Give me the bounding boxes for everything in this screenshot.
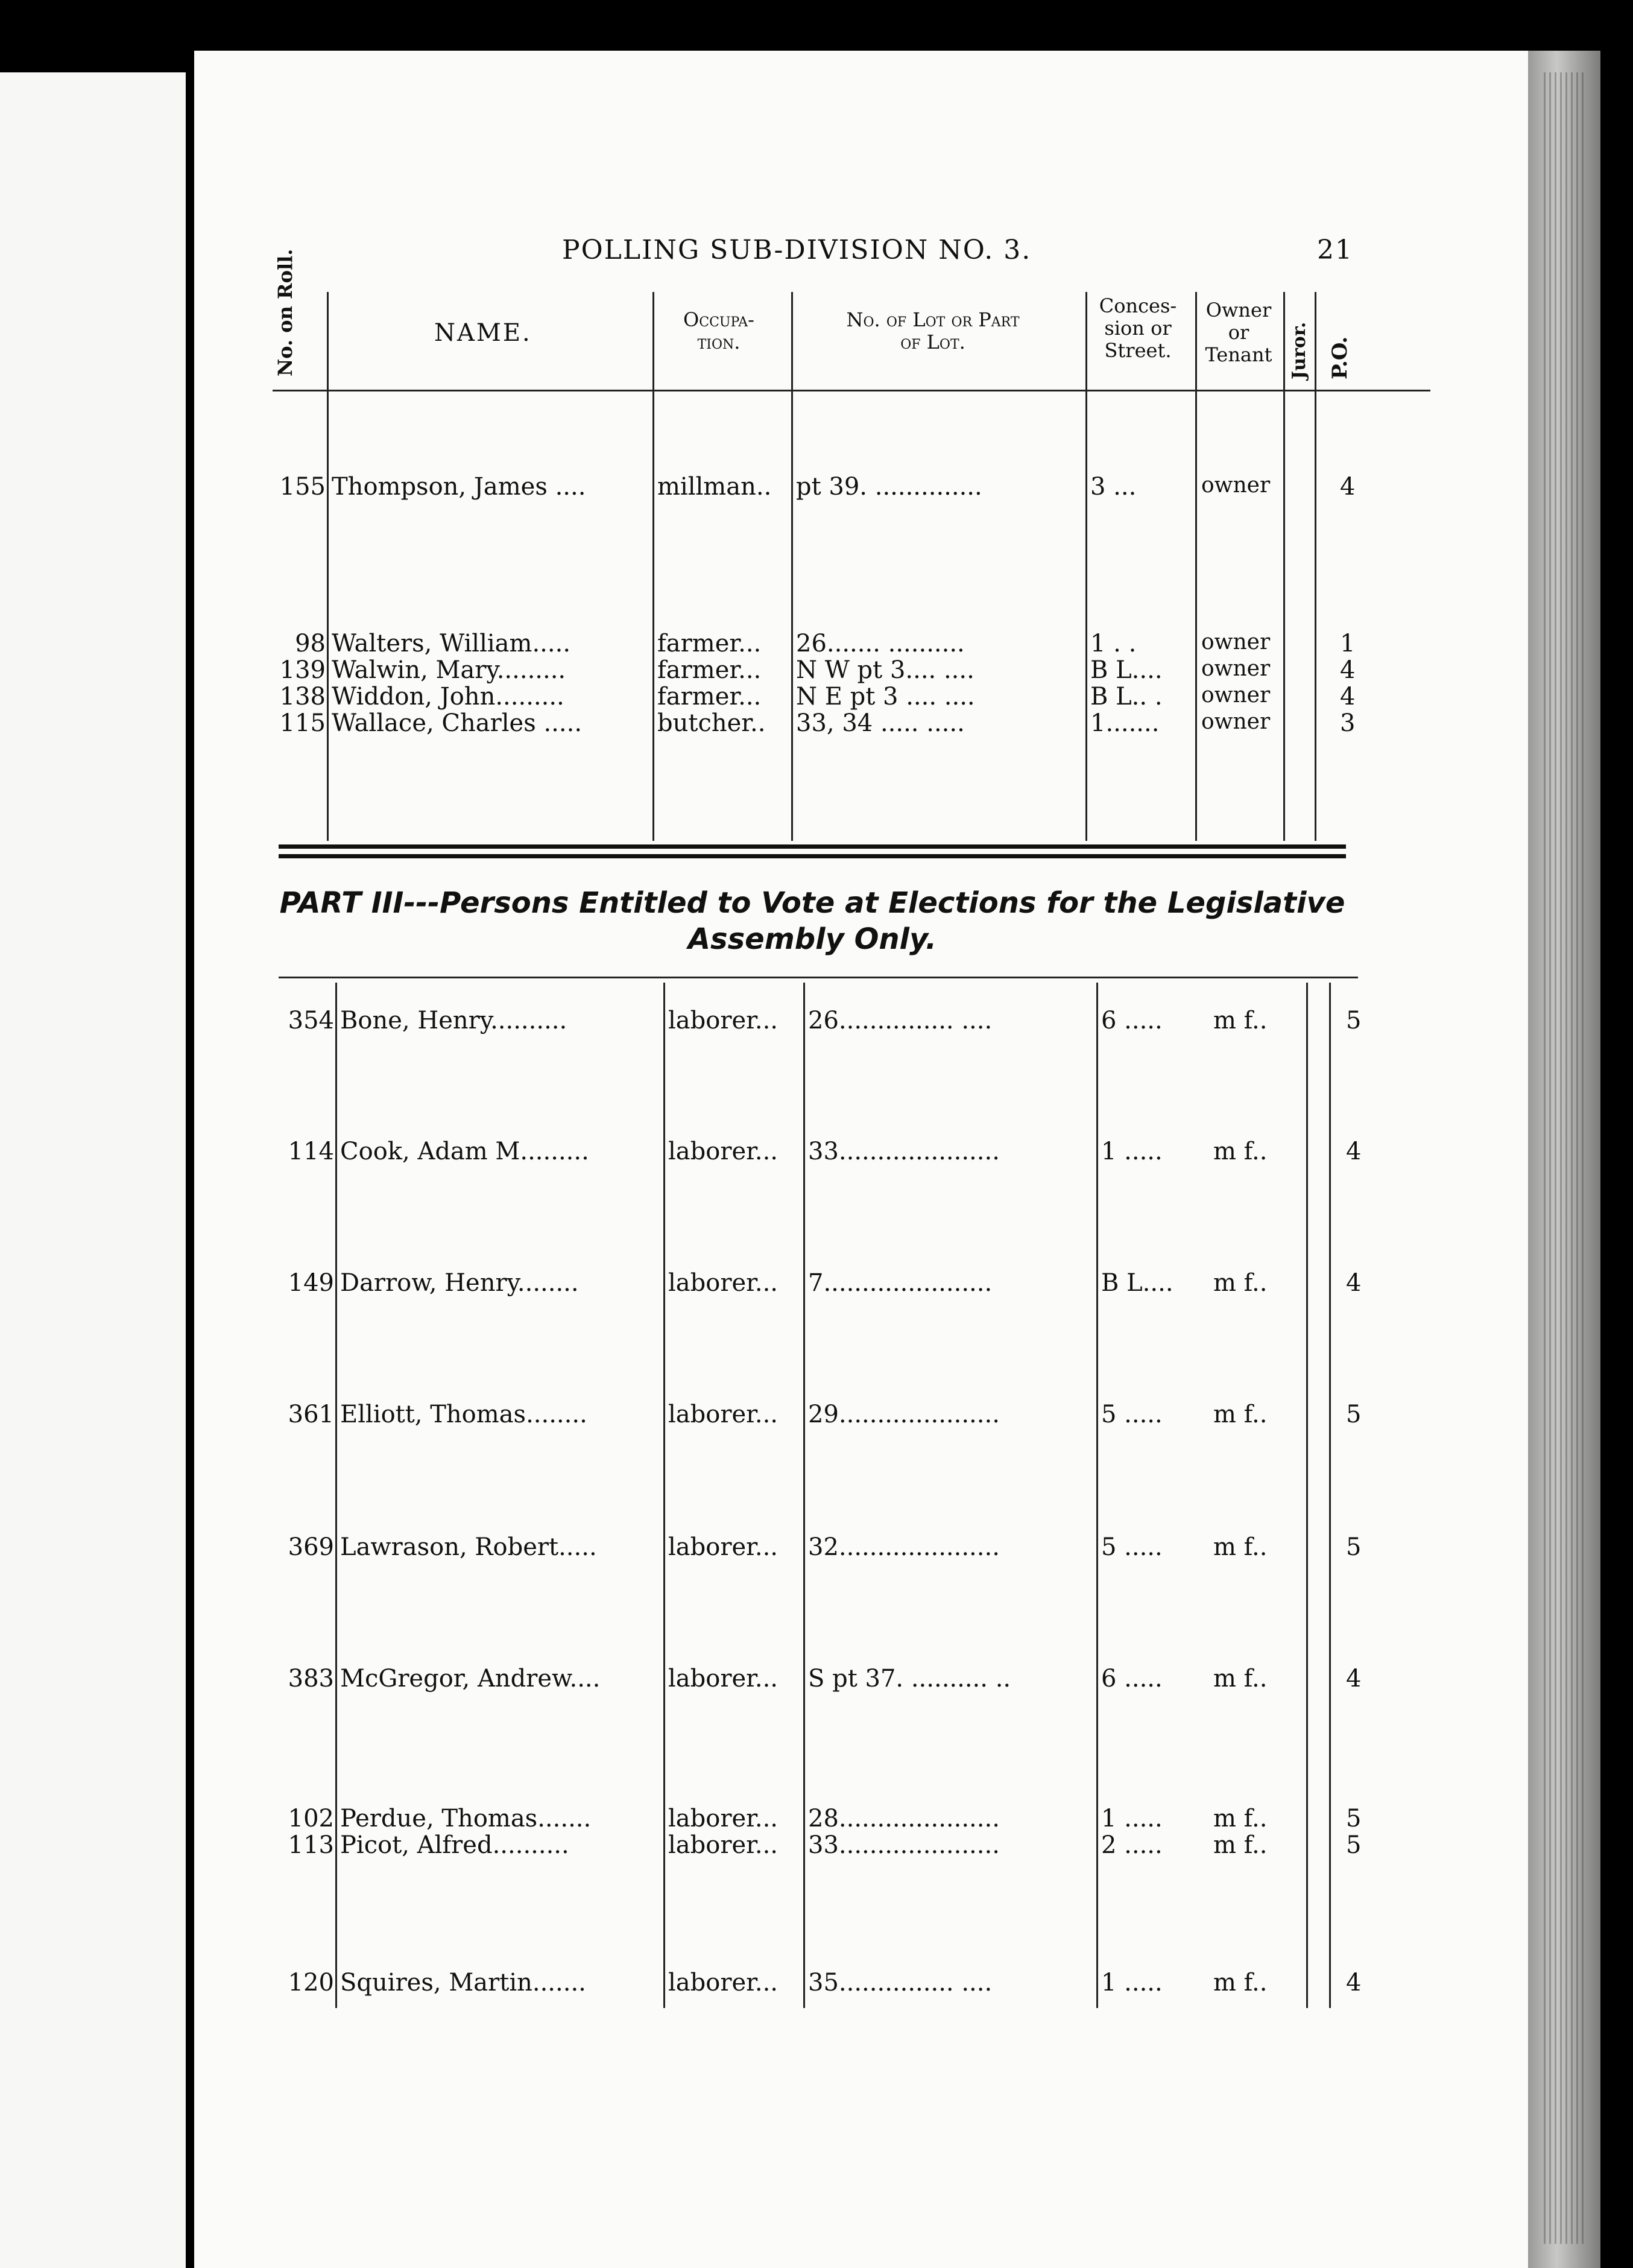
- lot: pt 39. ..............: [796, 473, 982, 501]
- col-rule: [652, 292, 654, 841]
- col-rule: [791, 292, 793, 841]
- col-rule: [1315, 292, 1316, 841]
- voter-name: Squires, Martin.......: [340, 1969, 586, 1997]
- roll-number: 114: [288, 1138, 334, 1165]
- book-gutter: [186, 72, 194, 2268]
- voter-name: Perdue, Thomas.......: [340, 1805, 592, 1832]
- po: 3: [1340, 709, 1356, 737]
- concession: 5 .....: [1101, 1533, 1163, 1561]
- page-number: 21: [1317, 235, 1353, 265]
- col-rule: [1085, 292, 1087, 841]
- po: 5: [1346, 1401, 1362, 1428]
- part-rule: [279, 977, 1358, 978]
- occupation: farmer...: [657, 630, 762, 657]
- owner-tenant: m f..: [1213, 1138, 1268, 1165]
- po: 5: [1346, 1805, 1362, 1832]
- concession: B L....: [1101, 1269, 1173, 1297]
- roll-number: 354: [288, 1007, 334, 1034]
- header-po: P.O.: [1328, 336, 1352, 379]
- header-concession: Conces- sion or Street.: [1099, 294, 1177, 362]
- lot: 28.....................: [808, 1805, 1000, 1832]
- owner-tenant: m f..: [1213, 1665, 1268, 1693]
- owner-tenant: m f..: [1213, 1007, 1268, 1034]
- owner-tenant: m f..: [1213, 1269, 1268, 1297]
- roll-number: 115: [279, 709, 326, 737]
- po: 4: [1346, 1665, 1362, 1693]
- occupation: laborer...: [668, 1805, 778, 1832]
- owner-tenant: owner: [1201, 630, 1271, 654]
- voter-name: Wallace, Charles .....: [332, 709, 583, 737]
- section-divider: [279, 844, 1346, 849]
- voter-name: Widdon, John.........: [332, 683, 564, 711]
- roll-number: 98: [295, 630, 326, 657]
- col-rule: [1195, 292, 1197, 841]
- occupation: millman..: [657, 473, 772, 501]
- owner-tenant: owner: [1201, 683, 1271, 708]
- occupation: laborer...: [668, 1269, 778, 1297]
- occupation: laborer...: [668, 1401, 778, 1428]
- occupation: laborer...: [668, 1831, 778, 1859]
- concession: 6 .....: [1101, 1665, 1163, 1693]
- concession: 1 .....: [1101, 1138, 1163, 1165]
- running-head: POLLING SUB-DIVISION NO. 3.: [562, 235, 1032, 265]
- lot: 26............... ....: [808, 1007, 993, 1034]
- section-divider: [279, 854, 1346, 858]
- po: 4: [1340, 473, 1356, 501]
- part-title-continued: Assembly Only.: [687, 922, 937, 956]
- lot: 26....... ..........: [796, 630, 965, 657]
- col-rule: [1306, 983, 1308, 2008]
- roll-number: 155: [279, 473, 326, 501]
- concession: B L....: [1090, 656, 1163, 684]
- occupation: laborer...: [668, 1138, 778, 1165]
- part-title: PART III---Persons Entitled to Vote at Elections for the Legislative: [279, 886, 1345, 920]
- col-rule: [1096, 983, 1098, 2008]
- document-page: [194, 51, 1528, 2268]
- owner-tenant: owner: [1201, 656, 1271, 681]
- voter-name: Cook, Adam M.........: [340, 1138, 589, 1165]
- roll-number: 369: [288, 1533, 334, 1561]
- facing-page: [0, 72, 186, 2268]
- roll-number: 149: [288, 1269, 334, 1297]
- header-lot: No. of Lot or Part of Lot.: [846, 308, 1020, 353]
- lot: 33.....................: [808, 1138, 1000, 1165]
- col-rule: [663, 983, 665, 2008]
- voter-name: Walwin, Mary.........: [332, 656, 566, 684]
- voter-name: Darrow, Henry........: [340, 1269, 579, 1297]
- occupation: laborer...: [668, 1007, 778, 1034]
- po: 4: [1340, 683, 1356, 711]
- concession: 1 .....: [1101, 1969, 1163, 1997]
- lot: N E pt 3 .... ....: [796, 683, 975, 711]
- page-edge-texture: [1544, 72, 1586, 2244]
- concession: 1.......: [1090, 709, 1160, 737]
- voter-name: Elliott, Thomas........: [340, 1401, 587, 1428]
- roll-number: 113: [288, 1831, 334, 1859]
- concession: 5 .....: [1101, 1401, 1163, 1428]
- occupation: farmer...: [657, 683, 762, 711]
- po: 1: [1340, 630, 1356, 657]
- owner-tenant: owner: [1201, 473, 1271, 498]
- owner-tenant: owner: [1201, 709, 1271, 734]
- occupation: laborer...: [668, 1533, 778, 1561]
- po: 5: [1346, 1007, 1362, 1034]
- po: 5: [1346, 1533, 1362, 1561]
- lot: S pt 37. .......... ..: [808, 1665, 1011, 1693]
- lot: 35............... ....: [808, 1969, 993, 1997]
- concession: B L.. .: [1090, 683, 1163, 711]
- roll-number: 102: [288, 1805, 334, 1832]
- lot: 7......................: [808, 1269, 993, 1297]
- voter-name: Walters, William.....: [332, 630, 571, 657]
- roll-number: 139: [279, 656, 326, 684]
- po: 4: [1340, 656, 1356, 684]
- po: 4: [1346, 1969, 1362, 1997]
- header-juror: Juror.: [1289, 322, 1310, 379]
- lot: 29.....................: [808, 1401, 1000, 1428]
- col-rule: [1329, 983, 1331, 2008]
- header-name: NAME.: [434, 319, 532, 347]
- owner-tenant: m f..: [1213, 1401, 1268, 1428]
- concession: 6 .....: [1101, 1007, 1163, 1034]
- roll-number: 120: [288, 1969, 334, 1997]
- roll-number: 383: [288, 1665, 334, 1693]
- lot: 33.....................: [808, 1831, 1000, 1859]
- occupation: laborer...: [668, 1665, 778, 1693]
- roll-number: 138: [279, 683, 326, 711]
- occupation: farmer...: [657, 656, 762, 684]
- voter-name: Thompson, James ....: [332, 473, 586, 501]
- lot: 32.....................: [808, 1533, 1000, 1561]
- occupation: butcher..: [657, 709, 766, 737]
- concession: 3 ...: [1090, 473, 1137, 501]
- header-occupation: Occupa- tion.: [683, 308, 754, 353]
- occupation: laborer...: [668, 1969, 778, 1997]
- roll-number: 361: [288, 1401, 334, 1428]
- owner-tenant: m f..: [1213, 1533, 1268, 1561]
- po: 5: [1346, 1831, 1362, 1859]
- voter-name: Lawrason, Robert.....: [340, 1533, 597, 1561]
- voter-name: Picot, Alfred..........: [340, 1831, 569, 1859]
- voter-name: McGregor, Andrew....: [340, 1665, 601, 1693]
- col-rule: [327, 292, 329, 841]
- header-roll: No. on Roll.: [274, 249, 297, 376]
- lot: N W pt 3.... ....: [796, 656, 974, 684]
- voter-name: Bone, Henry..........: [340, 1007, 567, 1034]
- concession: 2 .....: [1101, 1831, 1163, 1859]
- owner-tenant: m f..: [1213, 1831, 1268, 1859]
- lot: 33, 34 ..... .....: [796, 709, 965, 737]
- po: 4: [1346, 1269, 1362, 1297]
- header-rule: [273, 390, 1430, 391]
- po: 4: [1346, 1138, 1362, 1165]
- concession: 1 . .: [1090, 630, 1137, 657]
- owner-tenant: m f..: [1213, 1805, 1268, 1832]
- col-rule: [1283, 292, 1285, 841]
- owner-tenant: m f..: [1213, 1969, 1268, 1997]
- col-rule: [803, 983, 805, 2008]
- concession: 1 .....: [1101, 1805, 1163, 1832]
- header-owner: Owner or Tenant: [1205, 299, 1272, 366]
- col-rule: [335, 983, 337, 2008]
